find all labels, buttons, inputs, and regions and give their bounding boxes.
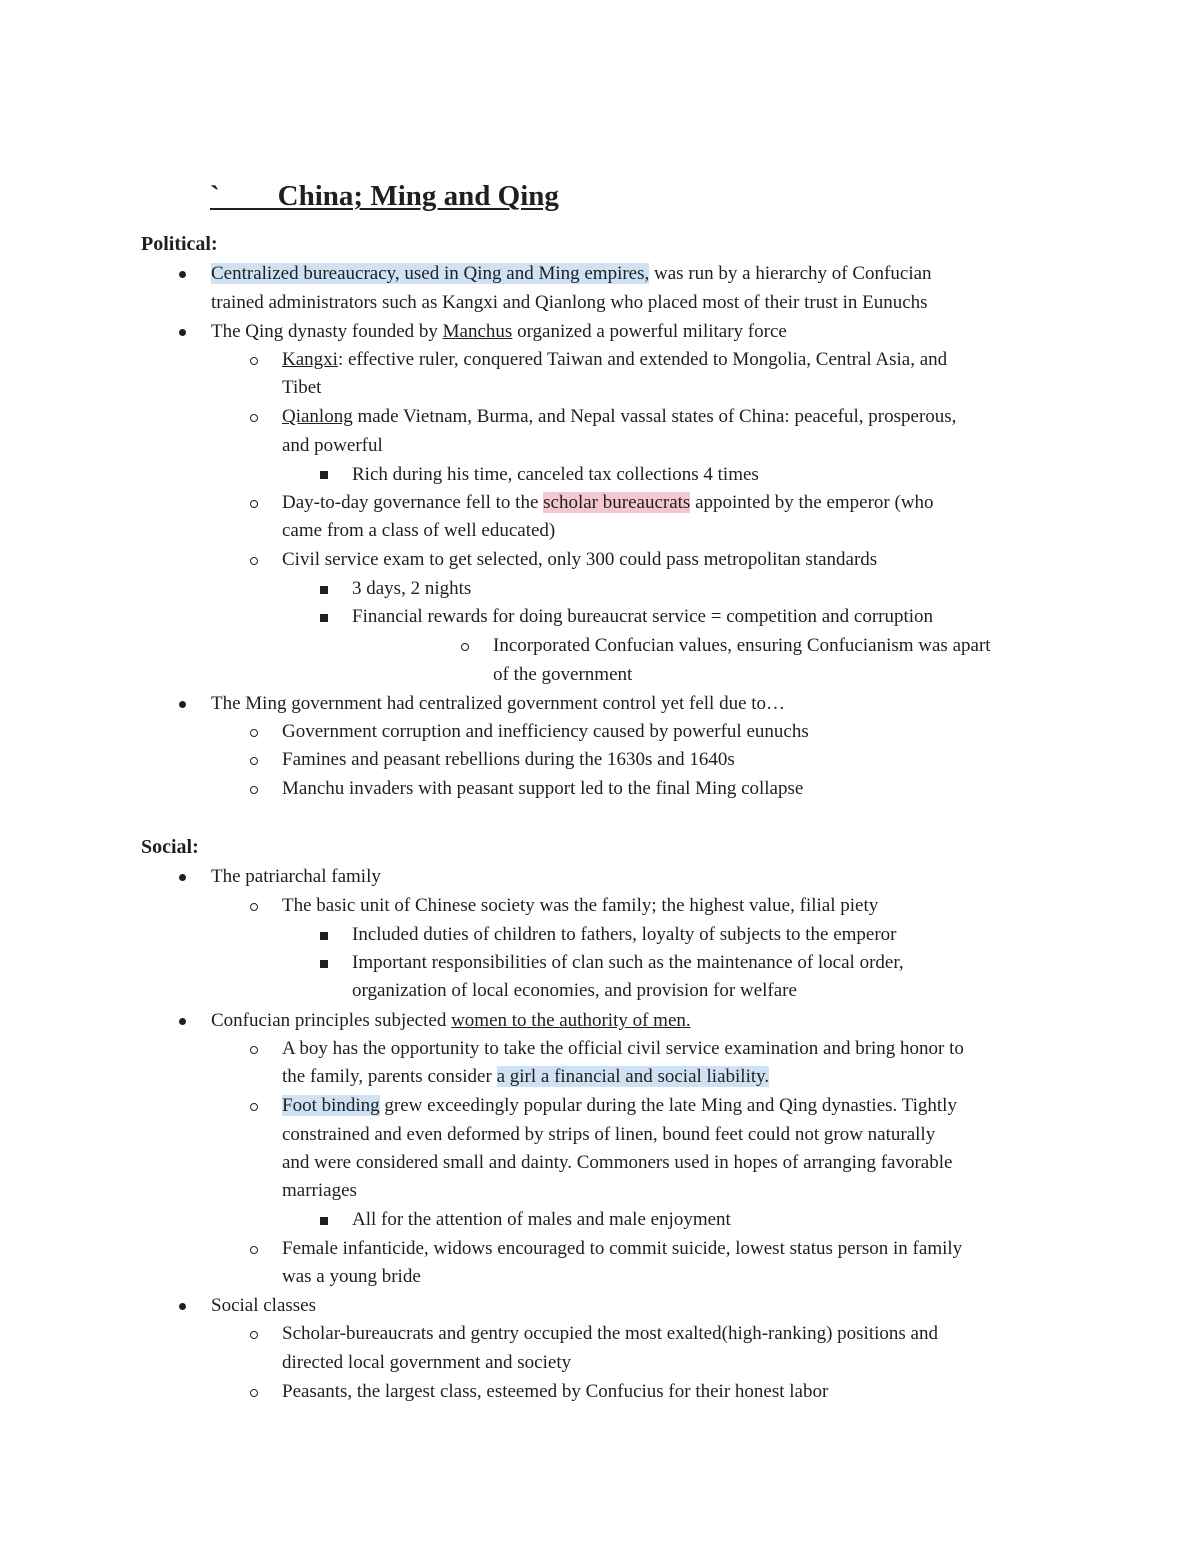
qianlong-item: Qianlong made Vietnam, Burma, and Nepal vassal states of China: peaceful, prosperous, bbox=[282, 406, 957, 427]
bullet-circle-icon bbox=[250, 757, 258, 765]
political-heading: Political: bbox=[141, 233, 218, 255]
highlight-centralized: Centralized bureaucracy, used in Qing and Ming empires, bbox=[211, 263, 650, 284]
boy-girl-item: A boy has the opportunity to take the official civil service examination and bring honor to bbox=[282, 1038, 964, 1059]
civil-service-sub-2: Financial rewards for doing bureaucrat service = competition and corruption bbox=[352, 606, 934, 627]
bullet-disc-icon bbox=[179, 874, 186, 881]
social-point-1: The patriarchal family bbox=[211, 866, 381, 887]
bullet-circle-icon bbox=[250, 414, 258, 422]
bullet-circle-icon bbox=[250, 357, 258, 365]
civil-service-item: Civil service exam to get selected, only 300 could pass metropolitan standards bbox=[282, 549, 878, 570]
bullet-disc-icon bbox=[179, 1018, 186, 1025]
bullet-circle-icon bbox=[250, 500, 258, 508]
family-item: The basic unit of Chinese society was the family; the highest value, filial piety bbox=[282, 895, 879, 916]
kangxi-item: Kangxi: effective ruler, conquered Taiwan and extended to Mongolia, Central Asia, and bbox=[282, 349, 948, 370]
infanticide-item: Female infanticide, widows encouraged to commit suicide, lowest status person in family bbox=[282, 1238, 963, 1259]
bullet-square-icon bbox=[320, 1217, 328, 1225]
bullet-disc-icon bbox=[179, 701, 186, 708]
highlight-scholar-bureaucrats: scholar bureaucrats bbox=[543, 492, 691, 513]
political-point-1-cont: trained administrators such as Kangxi and Qianlong who placed most of their trust in Eunuchs bbox=[211, 292, 928, 313]
political-point-3: The Ming government had centralized government control yet fell due to… bbox=[211, 693, 786, 714]
bullet-circle-icon bbox=[250, 729, 258, 737]
social-point-3: Social classes bbox=[211, 1295, 317, 1316]
bullet-disc-icon bbox=[179, 271, 186, 278]
bullet-disc-icon bbox=[179, 1303, 186, 1310]
political-point-2: The Qing dynasty founded by Manchus organized a powerful military force bbox=[211, 321, 787, 342]
qianlong-sub-item: Rich during his time, canceled tax collections 4 times bbox=[352, 464, 759, 485]
kangxi-item-cont: Tibet bbox=[282, 377, 322, 398]
foot-binding-item: Foot binding grew exceedingly popular during the late Ming and Qing dynasties. Tightly bbox=[282, 1095, 957, 1116]
governance-item: Day-to-day governance fell to the scholar bureaucrats appointed by the emperor (who bbox=[282, 492, 934, 513]
bullet-circle-icon bbox=[250, 903, 258, 911]
social-point-2: Confucian principles subjected women to the authority of men. bbox=[211, 1010, 691, 1031]
bullet-circle-icon bbox=[250, 1103, 258, 1111]
bullet-square-icon bbox=[320, 586, 328, 594]
qianlong-item-cont: and powerful bbox=[282, 435, 383, 456]
ming-fall-1: Government corruption and inefficiency caused by powerful eunuchs bbox=[282, 721, 809, 742]
bullet-square-icon bbox=[320, 932, 328, 940]
political-point-1: Centralized bureaucracy, used in Qing and Ming empires, was run by a hierarchy of Confucian bbox=[211, 263, 932, 284]
bullet-circle-icon bbox=[250, 786, 258, 794]
bullet-square-icon bbox=[320, 960, 328, 968]
foot-binding-cont-3: marriages bbox=[282, 1180, 357, 1201]
social-heading: Social: bbox=[141, 836, 199, 858]
bullet-square-icon bbox=[320, 614, 328, 622]
infanticide-item-cont: was a young bride bbox=[282, 1266, 421, 1287]
foot-binding-sub: All for the attention of males and male enjoyment bbox=[352, 1209, 731, 1230]
civil-service-sub-1: 3 days, 2 nights bbox=[352, 578, 472, 599]
highlight-foot-binding: Foot binding bbox=[282, 1095, 380, 1116]
family-sub-2-cont: organization of local economies, and provision for welfare bbox=[352, 980, 797, 1001]
bullet-circle-icon bbox=[250, 1389, 258, 1397]
family-sub-2: Important responsibilities of clan such as the maintenance of local order, bbox=[352, 952, 904, 973]
foot-binding-cont-1: constrained and even deformed by strips of linen, bound feet could not grow naturally bbox=[282, 1124, 936, 1145]
classes-item-2: Peasants, the largest class, esteemed by Confucius for their honest labor bbox=[282, 1381, 829, 1402]
family-sub-1: Included duties of children to fathers, loyalty of subjects to the emperor bbox=[352, 924, 897, 945]
ming-fall-2: Famines and peasant rebellions during the 1630s and 1640s bbox=[282, 749, 735, 770]
bullet-circle-icon bbox=[461, 643, 469, 651]
governance-item-cont: came from a class of well educated) bbox=[282, 520, 556, 541]
bullet-disc-icon bbox=[179, 329, 186, 336]
page-title: ` China; Ming and Qing bbox=[210, 180, 559, 212]
classes-item-1-cont: directed local government and society bbox=[282, 1352, 572, 1373]
civil-service-sub-3-cont: of the government bbox=[493, 664, 633, 685]
bullet-circle-icon bbox=[250, 557, 258, 565]
boy-girl-item-cont: the family, parents consider a girl a financial and social liability. bbox=[282, 1066, 770, 1087]
bullet-square-icon bbox=[320, 471, 328, 479]
bullet-circle-icon bbox=[250, 1331, 258, 1339]
ming-fall-3: Manchu invaders with peasant support led to the final Ming collapse bbox=[282, 778, 804, 799]
bullet-circle-icon bbox=[250, 1046, 258, 1054]
classes-item-1: Scholar-bureaucrats and gentry occupied the most exalted(high-ranking) positions and bbox=[282, 1323, 938, 1344]
bullet-circle-icon bbox=[250, 1246, 258, 1254]
civil-service-sub-3: Incorporated Confucian values, ensuring Confucianism was apart bbox=[493, 635, 991, 656]
highlight-girl-liability: a girl a financial and social liability. bbox=[496, 1066, 770, 1087]
foot-binding-cont-2: and were considered small and dainty. Commoners used in hopes of arranging favorable bbox=[282, 1152, 953, 1173]
